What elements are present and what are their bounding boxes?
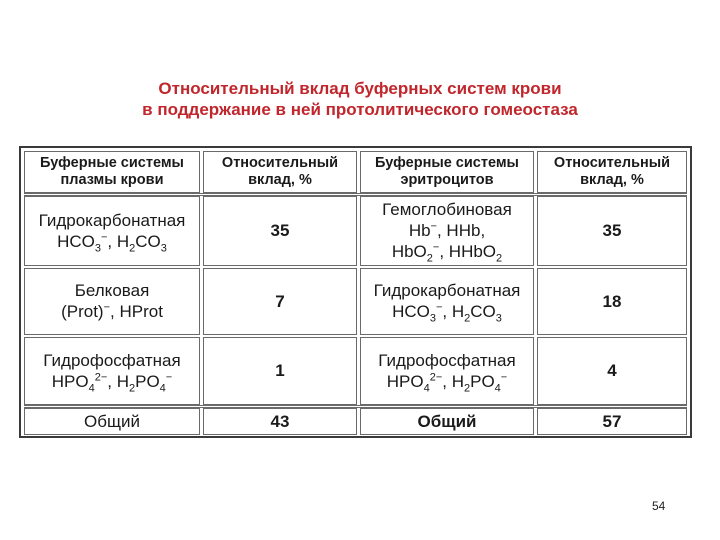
header-contrib-line-2: вклад, % — [248, 172, 312, 188]
total-left-label: Общий — [24, 408, 200, 435]
buffer-systems-table — [19, 146, 692, 438]
header-contrib2-line-1: Относительный — [553, 155, 671, 171]
row3-erythro-name: Гидрофосфатная — [378, 350, 516, 370]
total-right-label: Общий — [360, 408, 534, 435]
row1-plasma-name: Гидрокарбонатная — [38, 210, 186, 230]
row3-plasma-formula: $HPO_4^{2-}$, $H_2PO_4^-$ — [51, 370, 173, 394]
title-line-1: Относительный вклад буферных систем крови — [158, 79, 562, 98]
row2-erythro-value: 18 — [537, 268, 687, 335]
row3-erythro-system — [360, 337, 534, 405]
header-contrib2-line-2: вклад, % — [580, 172, 644, 188]
row1-erythro-value: 35 — [537, 196, 687, 266]
total-right-value: 57 — [537, 408, 687, 435]
header-erythro-line-2: эритроцитов — [400, 172, 494, 188]
row2-plasma-system — [24, 268, 200, 335]
row1-erythro-formula-2: HbO$_2$−, HHbO$_2$ — [391, 241, 503, 265]
header-plasma-line-2: плазмы крови — [60, 172, 164, 188]
title-line-2: в поддержание в ней протолитического гомеостаза — [142, 100, 578, 119]
header-erythrocyte-contribution — [537, 151, 687, 193]
row2-erythro-formula: $HCO_3^-$, $H_2CO_3$ — [392, 301, 502, 325]
row1-erythro-system — [360, 196, 534, 266]
row2-plasma-formula: (Prot)−, HProt — [61, 301, 163, 321]
row2-erythro-system — [360, 268, 534, 335]
header-erythro-line-1: Буферные системы — [375, 155, 519, 171]
row3-plasma-name: Гидрофосфатная — [43, 350, 181, 370]
slide-title — [0, 78, 720, 120]
row3-erythro-formula: $HPO_4^{2-}$, $H_2PO_4^-$ — [386, 370, 508, 394]
row2-erythro-name: Гидрокарбонатная — [373, 281, 521, 300]
row1-plasma-value: 35 — [203, 196, 357, 266]
row1-plasma-formula: $HCO_3^-$, $H_2CO_3$ — [57, 230, 167, 254]
header-plasma-contribution — [203, 151, 357, 193]
row2-plasma-value: 7 — [203, 268, 357, 335]
total-left-value: 43 — [203, 408, 357, 435]
row3-erythro-value: 4 — [537, 337, 687, 405]
row1-plasma-system — [24, 196, 200, 266]
header-contrib-line-1: Относительный — [221, 155, 339, 171]
row2-plasma-name: Белковая — [74, 281, 150, 300]
page-number: 54 — [652, 499, 666, 513]
row1-erythro-name: Гемоглобиновая — [382, 200, 512, 219]
header-erythrocyte-systems — [360, 151, 534, 193]
row1-erythro-formula-1: Hb−, HHb, — [408, 220, 486, 240]
header-plasma-line-1: Буферные системы — [40, 155, 184, 171]
row3-plasma-value: 1 — [203, 337, 357, 405]
row3-plasma-system — [24, 337, 200, 405]
header-plasma-systems — [24, 151, 200, 193]
